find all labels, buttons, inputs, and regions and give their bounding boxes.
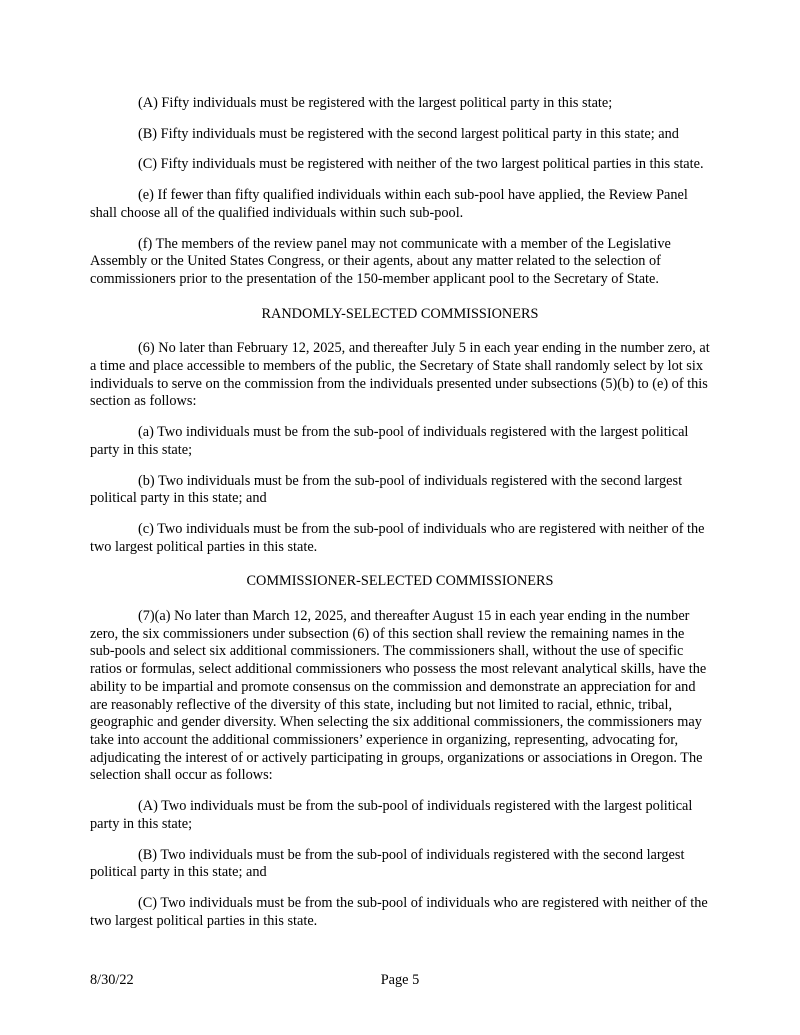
section-heading: COMMISSIONER-SELECTED COMMISSIONERS [246, 573, 554, 590]
paragraph: (a) Two individuals must be from the sub-pool of individuals registered with the largest political party in this state; [90, 424, 689, 458]
document-body [90, 95, 710, 943]
paragraph: (7)(a) No later than March 12, 2025, and thereafter August 15 in each year ending in the number zero, the six commissioners under subsection (6) of this section shall review the remaining names in the sub-pools and select six additional commissioners. The commissioners shall, without the use of specific ratios or formulas, select additional commissioners who possess the most relevant analytical skills, have the ability to be impartial and promote consensus on the commission and demonstrate an appreciation for and are reasonably reflective of the diversity of this state, including but not limited to racial, ethnic, tribal, geographic and gender diversity. When selecting the six additional commissioners, the commissioners may take into account the additional commissioners’ experience in organizing, representing, advocating for, adjudicating the interest of or actively participating in groups, organizations or associations in Oregon. The selection shall occur as follows: [90, 608, 707, 784]
section-heading: RANDOMLY-SELECTED COMMISSIONERS [261, 305, 539, 322]
paragraph: (C) Fifty individuals must be registered with neither of the two largest political parties in this state. [138, 156, 704, 173]
paragraph: (e) If fewer than fifty qualified individuals within each sub-pool have applied, the Review Panel shall choose all of the qualified individuals within such sub-pool. [90, 187, 688, 221]
paragraph: (A) Fifty individuals must be registered with the largest political party in this state; [138, 95, 613, 111]
paragraph: (c) Two individuals must be from the sub-pool of individuals who are registered with neither of the two largest political parties in this state. [90, 520, 705, 555]
paragraph: (b) Two individuals must be from the sub-pool of individuals registered with the second largest political party in this state; and [90, 472, 683, 507]
paragraph: (B) Two individuals must be from the sub-pool of individuals registered with the second largest political party in this state; and [90, 846, 685, 881]
footer-date: 8/30/22 [90, 972, 134, 988]
paragraph: (6) No later than February 12, 2025, and thereafter July 5 in each year ending in the number zero, at a time and place accessible to members of the public, the Secretary of State shall randomly select by lot six individuals to serve on the commission from the individuals presented under subsections (5)(b) to (e) of this section as follows: [90, 340, 710, 410]
page-footer [90, 972, 710, 990]
paragraph: (A) Two individuals must be from the sub-pool of individuals registered with the largest political party in this state; [90, 798, 693, 832]
footer-page-number: Page 5 [380, 972, 420, 988]
paragraph: (B) Fifty individuals must be registered with the second largest political party in this state; and [138, 125, 679, 142]
paragraph: (f) The members of the review panel may not communicate with a member of the Legislative Assembly or the United States Congress, or their agents, about any matter related to the selection of commissioners prior to the presentation of the 150-member applicant pool to the Secretary of State. [90, 235, 671, 287]
paragraph: (C) Two individuals must be from the sub-pool of individuals who are registered with neither of the two largest political parties in this state. [90, 894, 708, 929]
